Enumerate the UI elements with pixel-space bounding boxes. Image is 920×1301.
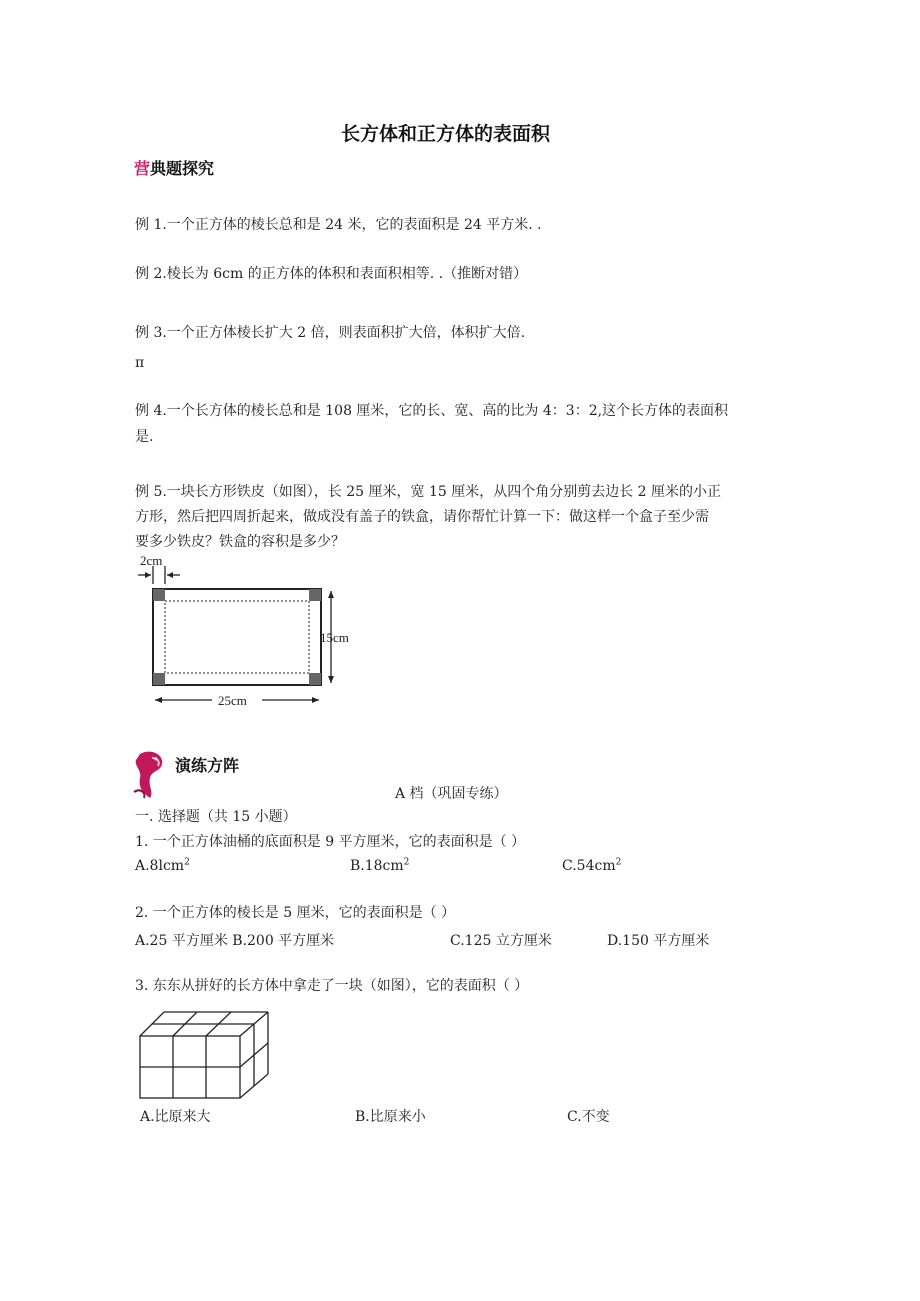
sheet-figure [134,548,374,714]
example-5-line1: 例 5.一块长方形铁皮（如图），长 25 厘米，宽 15 厘米，从四个角分别剪去边长 2 厘米的小正 [135,484,722,500]
example-4-line2: 是. [135,429,154,445]
section-heading-examples [134,156,214,179]
height-label: 15cm [320,630,349,645]
inner-fold-line [165,601,309,673]
section-heading-practice: 演练方阵 [175,756,240,775]
question-3-stem: 3. 东东从拼好的长方体中拿走了一块（如图），它的表面积（ ） [135,978,529,994]
cut-corner-tl [153,589,165,601]
question-1-option-a: A.8lcm$^2$ [135,857,190,874]
question-1-option-b: $B.18cm^2$ [350,857,410,874]
sheet-outline [153,589,321,685]
example-3: 例 3.一个正方体棱长扩大 2 倍，则表面积扩大倍，体积扩大倍. [135,325,526,341]
dolphin-icon [130,748,168,800]
corner-size-label: 2cm [140,553,163,568]
section-mark: 营 [134,159,151,178]
example-2: 例 2.棱长为 6cm 的正方体的体积和表面积相等. .（推断对错） [135,266,528,282]
question-2-option-c: C.125 立方厘米 [450,933,552,949]
question-3-option-a: A.比原来大 [140,1109,211,1125]
question-2-option-d: D.150 平方厘米 [607,933,710,949]
question-3-option-b: B.比原来小 [355,1109,426,1125]
example-1: 例 1.一个正方体的棱长总和是 24 米，它的表面积是 24 平方米. . [135,217,542,233]
pi-symbol: π [135,355,145,371]
cut-corner-bl [153,673,165,685]
question-1-stem: 1. 一个正方体油桶的底面积是 9 平方厘米，它的表面积是（ ） [135,834,526,850]
example-5-line3: 要多少铁皮？铁盒的容积是多少？ [135,534,345,550]
part-heading: 一. 选择题（共 15 小题） [135,809,297,825]
arrowhead [312,697,319,703]
cut-corner-br [309,673,321,685]
example-4-line1: 例 4.一个长方体的棱长总和是 108 厘米，它的长、宽、高的比为 4：3：2,这个长方体的表面积 [135,403,729,419]
arrowhead [328,676,334,683]
section-label: 典题探究 [150,159,215,178]
arrowhead [145,572,151,578]
question-2-option-ab: A.25 平方厘米 B.200 平方厘米 [135,933,335,949]
width-label: 25cm [218,693,247,708]
arrowhead [167,572,173,578]
cuboid-figure [138,1010,274,1102]
level-subtitle: A 档（巩固专练） [395,786,508,802]
arrowhead [328,591,334,598]
question-2-stem: 2. 一个正方体的棱长是 5 厘米，它的表面积是（ ） [135,905,456,921]
page-title: 长方体和正方体的表面积 [341,123,551,145]
question-3-option-c: C.不变 [567,1109,610,1125]
question-1-option-c: $C.54cm^2$ [562,857,622,874]
cut-corner-tr [309,589,321,601]
example-5-line2: 方形，然后把四周折起来，做成没有盖子的铁盒，请你帮忙计算一下：做这样一个盒子至少需 [135,509,709,525]
arrowhead [155,697,162,703]
